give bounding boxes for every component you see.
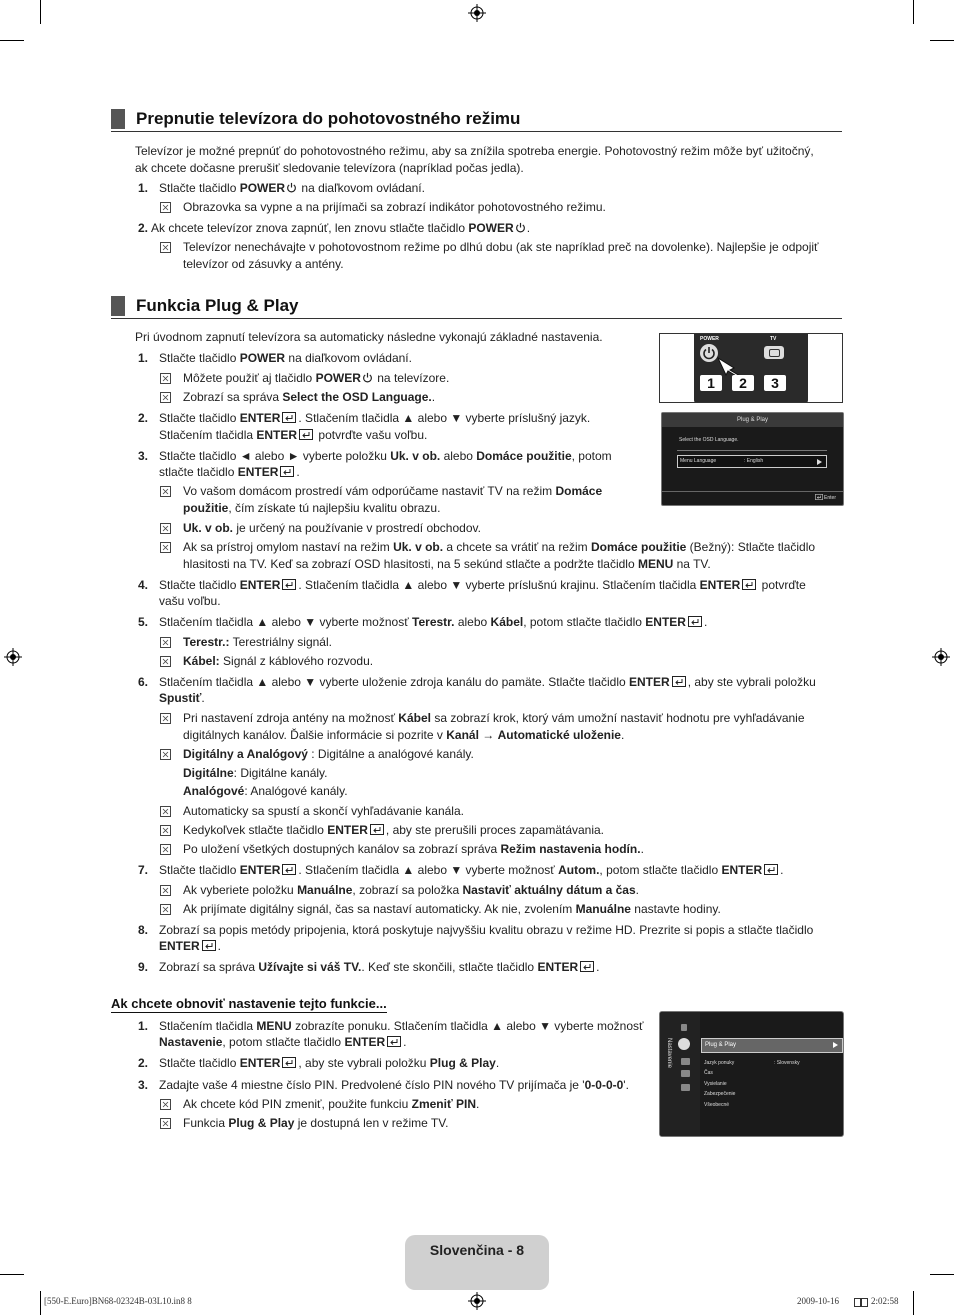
crop-mark xyxy=(930,1274,954,1275)
step-number: 3. xyxy=(137,449,148,463)
step-text: Spustiť. xyxy=(159,691,205,705)
note-text: Analógové: Analógové kanály. xyxy=(183,784,348,798)
power-icon xyxy=(515,222,526,233)
glyph-box-icon xyxy=(861,1298,868,1307)
step-number: 2. xyxy=(137,411,148,425)
osd-row-label: Menu Language xyxy=(680,458,717,464)
tv-icon xyxy=(769,349,780,357)
enter-icon xyxy=(282,412,296,423)
osd-language-screen xyxy=(661,412,844,506)
osd-footer: Enter xyxy=(815,494,836,501)
osd-selected-item: Plug & Play xyxy=(701,1038,843,1053)
note-icon xyxy=(160,1118,171,1129)
note-icon xyxy=(160,486,171,497)
power-icon xyxy=(286,182,297,193)
note-text: Ak chcete kód PIN zmeniť, použite funkciu Zmeniť PIN. xyxy=(183,1097,480,1111)
step-number: 2. xyxy=(137,1056,148,1070)
paragraph: ak chcete dočasne prerušiť sledovanie televízora (napríklad počas jedla). xyxy=(135,161,524,175)
registration-mark-icon xyxy=(468,1292,486,1310)
enter-icon xyxy=(299,429,313,440)
print-footer-time: 2:02:58 xyxy=(871,1296,899,1306)
step-text: Stlačením tlačidla ENTER potvrďte vašu voľbu. xyxy=(159,428,428,442)
osd-menu-item: Zabezpečenie xyxy=(704,1091,736,1097)
step-text: Nastavenie, potom stlačte tlačidlo ENTER . xyxy=(159,1035,407,1049)
step-text: ENTER . xyxy=(159,939,222,953)
note-text: Pri nastavení zdroja antény na možnosť Kábel sa zobrazí krok, ktorý vám umožní nastaviť hodnotu pre vyhľadávanie xyxy=(183,711,805,725)
step-text: vašu voľbu. xyxy=(159,594,221,608)
note-icon xyxy=(160,825,171,836)
note-icon xyxy=(160,373,171,384)
osd-menu-item: Čas xyxy=(704,1070,713,1076)
note-text: Môžete použiť aj tlačidlo POWER na televízore. xyxy=(183,371,450,385)
key-2: 2 xyxy=(732,375,754,391)
paragraph: Pri úvodnom zapnutí televízora sa automaticky následne vykonajú základné nastavenia. xyxy=(135,330,603,344)
enter-icon xyxy=(370,824,384,835)
step-text: Zobrazí sa správa Užívajte si váš TV.. Keď ste skončili, stlačte tlačidlo ENTER . xyxy=(159,960,600,974)
osd-setup-menu xyxy=(659,1011,844,1137)
key-3: 3 xyxy=(764,375,786,391)
print-footer-file: [550-E.Euro]BN68-02324B-03L10.in8 8 xyxy=(44,1296,192,1306)
page-number: Slovenčina - 8 xyxy=(429,1242,525,1258)
power-label: POWER xyxy=(700,336,719,342)
step-text: Stlačením tlačidla ▲ alebo ▼ vyberte uloženie zdroja kanálu do pamäte. Stlačte tlačidlo ENTER , aby ste vybrali položku xyxy=(159,675,816,689)
note-text: Kábel: Signál z káblového rozvodu. xyxy=(183,654,374,668)
step-number: 1. xyxy=(137,1019,148,1033)
step-text: Stlačte tlačidlo ENTER . Stlačením tlačidla ▲ alebo ▼ vyberte možnosť Autom., potom stlačte tlačidlo ENTER . xyxy=(159,863,784,877)
note-text: použitie, čím získate tú najlepšiu kvalitu obrazu. xyxy=(183,501,441,515)
note-text: Digitálne: Digitálne kanály. xyxy=(183,766,328,780)
note-text: Ak sa prístroj omylom nastaví na režim Uk. v ob. a chcete sa vrátiť na režim Domáce použitie (Bežný): Stlačte tlačidlo xyxy=(183,540,816,554)
osd-sidebar xyxy=(660,1012,700,1136)
osd-prompt: Select the OSD Language. xyxy=(679,437,739,443)
note-text: Ak vyberiete položku Manuálne, zobrazí sa položka Nastaviť aktuálny dátum a čas. xyxy=(183,883,639,897)
menu-icon xyxy=(681,1084,690,1091)
step-number: 7. xyxy=(137,863,148,877)
crop-mark xyxy=(40,0,41,24)
menu-icon xyxy=(681,1024,687,1031)
note-text: televízor od zásuvky a antény. xyxy=(183,257,344,271)
crop-mark xyxy=(930,40,954,41)
note-text: Vo vašom domácom prostredí vám odporúčame nastaviť TV na režim Domáce xyxy=(183,484,603,498)
note-text: digitálnych kanálov. Ďalšie informácie si pozrite v Kanál → Automatické uloženie. xyxy=(183,728,625,742)
note-text: Uk. v ob. je určený na používanie v prostredí obchodov. xyxy=(183,521,481,535)
enter-icon xyxy=(580,961,594,972)
step-text: Stlačte tlačidlo ENTER . Stlačením tlačidla ▲ alebo ▼ vyberte príslušný jazyk. xyxy=(159,411,591,425)
osd-menu-item: Jazyk ponuky xyxy=(704,1060,735,1066)
enter-icon xyxy=(688,616,702,627)
heading-bar xyxy=(111,296,125,316)
note-text: Digitálny a Analógový : Digitálne a analógové kanály. xyxy=(183,747,474,761)
step-number: 6. xyxy=(137,675,148,689)
note-icon xyxy=(160,885,171,896)
step-text: Stlačte tlačidlo ◄ alebo ► vyberte položku Uk. v ob. alebo Domáce použitie, potom xyxy=(159,449,612,463)
step-number: 1. xyxy=(137,351,148,365)
step-text: Stlačte tlačidlo ENTER , aby ste vybrali položku Plug & Play. xyxy=(159,1056,500,1070)
step-text: Ak chcete televízor znova zapnúť, len znovu stlačte tlačidlo POWER . xyxy=(151,221,531,235)
step-text: Stlačte tlačidlo POWER na diaľkovom ovládaní. xyxy=(159,351,412,365)
enter-icon xyxy=(387,1036,401,1047)
note-icon xyxy=(160,242,171,253)
enter-icon xyxy=(282,1057,296,1068)
step-text: Stlačte tlačidlo ENTER . Stlačením tlačidla ▲ alebo ▼ vyberte príslušnú krajinu. Stlačením tlačidla ENTER potvrďte xyxy=(159,578,806,592)
step-text: stlačte tlačidlo ENTER . xyxy=(159,465,300,479)
osd-menu-item: Vysielanie xyxy=(704,1081,727,1087)
enter-icon xyxy=(672,676,686,687)
note-text: Zobrazí sa správa Select the OSD Language.. xyxy=(183,390,436,404)
note-text: Kedykoľvek stlačte tlačidlo ENTER , aby ste prerušili proces zapamätávania. xyxy=(183,823,605,837)
note-icon xyxy=(160,749,171,760)
key-1: 1 xyxy=(700,375,722,391)
step-number: 1. xyxy=(137,181,148,195)
tv-button xyxy=(764,346,784,359)
step-text: Stlačením tlačidla MENU zobrazíte ponuku. Stlačením tlačidla ▲ alebo ▼ vyberte možnosť xyxy=(159,1019,644,1033)
registration-mark-icon xyxy=(932,648,950,666)
tv-label: TV xyxy=(770,336,777,342)
note-text: Ak prijímate digitálny signál, čas sa nastaví automaticky. Ak nie, zvolením Manuálne nastavte hodiny. xyxy=(183,902,721,916)
note-text: Po uložení všetkých dostupných kanálov sa zobrazí správa Režim nastavenia hodín.. xyxy=(183,842,644,856)
step-number: 2. xyxy=(137,221,148,235)
note-icon xyxy=(160,1099,171,1110)
step-text: Stlačením tlačidla ▲ alebo ▼ vyberte možnosť Terestr. alebo Kábel, potom stlačte tlačidlo ENTER . xyxy=(159,615,708,629)
enter-icon xyxy=(202,940,216,951)
step-text: Zadajte vaše 4 miestne číslo PIN. Predvolené číslo PIN nového TV prijímača je '0-0-0-0'. xyxy=(159,1078,629,1092)
note-icon xyxy=(160,806,171,817)
crop-mark xyxy=(40,1291,41,1315)
section-heading xyxy=(111,109,842,132)
crop-mark xyxy=(913,1291,914,1315)
note-icon xyxy=(160,637,171,648)
crop-mark xyxy=(0,1274,24,1275)
note-icon xyxy=(160,202,171,213)
paragraph: Televízor je možné prepnúť do pohotovostného režimu, aby sa znížila spotreba energie. Pohotovostný režim môže byť užitočný, xyxy=(135,144,814,158)
osd-row-value: : English xyxy=(744,458,764,464)
enter-icon xyxy=(282,864,296,875)
note-icon xyxy=(160,392,171,403)
osd-divider xyxy=(677,450,827,451)
gear-icon xyxy=(678,1038,690,1050)
enter-icon xyxy=(815,494,823,500)
enter-icon xyxy=(282,579,296,590)
note-icon xyxy=(160,844,171,855)
note-text: Televízor nenechávajte v pohotovostnom režime po dlhú dobu (ak ste napríklad preč na dovolenke). Najlepšie je odpojiť xyxy=(183,240,819,254)
glyph-box-icon xyxy=(854,1298,861,1307)
subsection-title: Ak chcete obnoviť nastavenie tejto funkcie... xyxy=(111,996,387,1011)
note-icon xyxy=(160,542,171,553)
osd-language-row xyxy=(677,455,827,468)
note-text: Automaticky sa spustí a skončí vyhľadávanie kanála. xyxy=(183,804,464,818)
note-icon xyxy=(160,523,171,534)
note-icon xyxy=(160,713,171,724)
step-number: 8. xyxy=(137,923,148,937)
note-text: hlasitosti na TV. Keď sa zobrazí OSD hlasitosti, na 5 sekúnd stlačte a podržte tlačidlo MENU na TV. xyxy=(183,557,711,571)
step-number: 5. xyxy=(137,615,148,629)
osd-sidebar-label: Nastavenie xyxy=(666,1037,673,1069)
note-text: Terestr.: Terestriálny signál. xyxy=(183,635,332,649)
section-title: Prepnutie televízora do pohotovostného režimu xyxy=(136,109,521,128)
note-text: Funkcia Plug & Play je dostupná len v režime TV. xyxy=(183,1116,449,1130)
osd-menu-item: Všeobecné xyxy=(704,1102,730,1108)
step-number: 4. xyxy=(137,578,148,592)
enter-icon xyxy=(764,864,778,875)
menu-icon xyxy=(681,1058,690,1065)
arrow-right-icon xyxy=(817,459,822,465)
section-title: Funkcia Plug & Play xyxy=(136,296,299,315)
osd-header: Plug & Play xyxy=(662,413,843,427)
crop-mark xyxy=(0,40,24,41)
arrow-right-icon xyxy=(833,1042,838,1048)
osd-menu-value: : Slovensky xyxy=(774,1060,800,1066)
menu-icon xyxy=(681,1070,690,1077)
remote-illustration xyxy=(659,333,843,403)
page-number-box xyxy=(405,1235,549,1290)
registration-mark-icon xyxy=(4,648,22,666)
power-icon xyxy=(362,372,373,383)
registration-mark-icon xyxy=(468,4,486,22)
heading-bar xyxy=(111,109,125,129)
section-heading xyxy=(111,296,842,319)
step-number: 3. xyxy=(137,1078,148,1092)
step-number: 9. xyxy=(137,960,148,974)
print-footer-date: 2009-10-16 xyxy=(797,1296,839,1306)
enter-icon xyxy=(280,466,294,477)
note-text: Obrazovka sa vypne a na prijímači sa zobrazí indikátor pohotovostného režimu. xyxy=(183,200,606,214)
step-text: Stlačte tlačidlo POWER na diaľkovom ovládaní. xyxy=(159,181,425,195)
enter-icon xyxy=(742,579,756,590)
note-icon xyxy=(160,656,171,667)
step-text: Zobrazí sa popis metódy pripojenia, ktorá poskytuje najvyššiu kvalitu obrazu v režime HD. Prezrite si popis a stlačte tlačidlo xyxy=(159,923,814,937)
crop-mark xyxy=(913,0,914,24)
osd-divider xyxy=(662,491,843,492)
note-icon xyxy=(160,904,171,915)
